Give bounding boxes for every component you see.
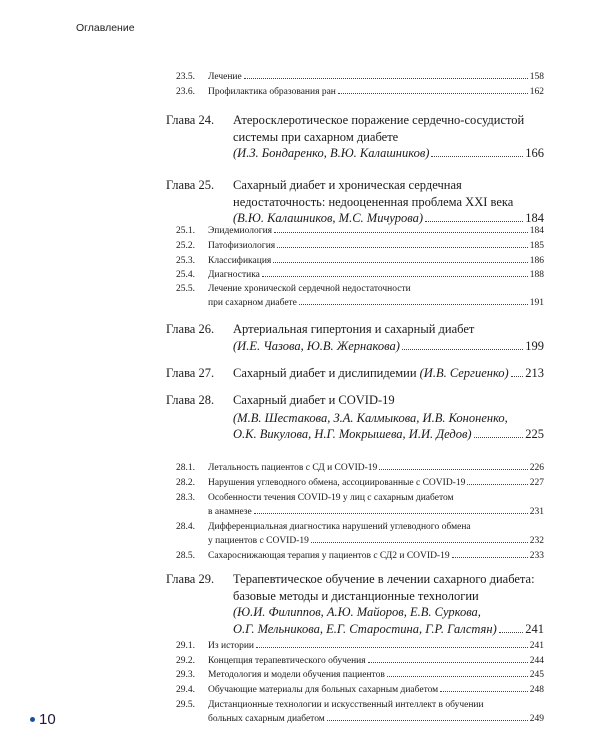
section-title: Нарушения углеводного обмена, ассоциированные с COVID-19 [208,478,466,488]
dot-leader [474,437,524,438]
toc-section-line [176,72,544,82]
chapter-title: Артериальная гипертония и сахарный диабет [233,322,475,336]
toc-section-line [176,463,544,473]
chapter-authors: (В.Ю. Калашников, М.С. Мичурова) [233,211,424,225]
chapter-authors: (И.Е. Чазова, Ю.В. Жернакова) [233,339,400,353]
chapter-number: Глава 27. [166,366,215,380]
section-number: 28.1. [176,463,195,473]
toc-chapter-line [166,393,544,408]
toc-section-line [176,478,544,488]
dot-leader [499,632,524,633]
section-number: 25.5. [176,284,195,294]
chapter-number: Глава 24. [166,113,215,127]
toc-section-line [176,670,544,680]
toc-chapter-line [233,622,544,637]
section-title: Из истории [208,641,254,651]
section-title: Концепция терапевтического обучения [208,656,366,666]
running-header: Оглавление [76,22,135,34]
dot-leader [440,691,528,692]
page-ref: 227 [529,478,544,488]
toc-chapter-line [233,411,544,426]
chapter-authors: (Ю.И. Филиппов, А.Ю. Майоров, Е.В. Суркова, [233,605,481,619]
section-title: Лечение хронической сердечной недостаточности [208,284,411,294]
toc-section-line [176,284,544,294]
dot-leader [431,156,523,157]
page-ref: 185 [529,241,544,251]
dot-leader [368,662,528,663]
section-title: у пациентов с COVID-19 [208,536,309,546]
toc-chapter-line [233,605,544,620]
page-ref: 158 [529,72,544,82]
section-title: Эпидемиология [208,226,273,236]
page-ref: 186 [529,256,544,266]
page-number: 10 [39,711,56,728]
toc-section-line [208,536,544,546]
dot-leader [511,376,524,377]
toc-chapter-line [233,427,544,442]
page-ref: 245 [529,670,544,680]
chapter-title: системы при сахарном диабете [233,130,399,144]
page-ref: 249 [529,714,544,724]
bullet-icon [30,717,35,722]
page-ref: 199 [525,339,544,353]
chapter-authors: (М.В. Шестакова, З.А. Калмыкова, И.В. Кононенко, [233,411,508,425]
chapter-number: Глава 29. [166,572,215,586]
page-ref: 184 [529,226,544,236]
chapter-authors: (И.З. Бондаренко, В.Ю. Калашников) [233,146,430,160]
section-number: 23.6. [176,87,195,97]
page-ref: 225 [525,427,544,441]
page-footer [30,711,56,728]
dot-leader [338,93,528,94]
chapter-title: Сахарный диабет и хроническая сердечная [233,178,462,192]
toc-section-line [176,685,544,695]
chapter-authors: (И.В. Сергиенко) [419,366,509,380]
toc-chapter-line [233,195,544,210]
section-number: 28.2. [176,478,195,488]
section-title: Сахароснижающая терапия у пациентов с СД2 и COVID-19 [208,551,450,561]
section-number: 29.2. [176,656,195,666]
section-number: 28.4. [176,522,195,532]
toc-section-line [208,507,544,517]
toc-section-line [176,700,544,710]
toc-section-line [176,493,544,503]
dot-leader [327,720,528,721]
chapter-title: недостаточность: недооцененная проблема XXI века [233,195,514,209]
toc-section-line [208,714,544,724]
page-ref: 226 [529,463,544,473]
chapter-number: Глава 28. [166,393,215,407]
toc-section-line [176,87,544,97]
section-title: в анамнезе [208,507,252,517]
toc-section-line [176,522,544,532]
page-ref: 231 [529,507,544,517]
toc-chapter-line [233,339,544,354]
dot-leader [262,276,528,277]
toc-chapter-line [166,366,544,381]
section-number: 29.3. [176,670,195,680]
chapter-title: Атеросклеротическое поражение сердечно-сосудистой [233,113,525,127]
chapter-number: Глава 26. [166,322,215,336]
section-title: Патофизиология [208,241,276,251]
dot-leader [452,557,528,558]
toc-chapter-line [233,146,544,161]
chapter-title: Сахарный диабет и COVID-19 [233,393,395,407]
dot-leader [299,304,528,305]
dot-leader [277,247,528,248]
section-title: при сахарном диабете [208,298,297,308]
toc-section-line [176,256,544,266]
chapter-title: Сахарный диабет и дислипидемии [233,366,417,380]
toc-chapter-line [166,178,544,193]
section-number: 29.4. [176,685,195,695]
page-ref: 241 [529,641,544,651]
section-title: Диагностика [208,270,260,280]
section-title: Лечение [208,72,242,82]
toc-section-line [176,656,544,666]
section-title: Летальность пациентов с СД и COVID-19 [208,463,378,473]
section-number: 23.5. [176,72,195,82]
toc-section-line [208,298,544,308]
page-ref: 191 [529,298,544,308]
page-ref: 248 [529,685,544,695]
section-number: 29.5. [176,700,195,710]
section-title: Классификация [208,256,272,266]
toc-chapter-line [233,589,544,604]
toc-chapter-line [166,113,544,128]
toc-chapter-line [166,572,544,587]
chapter-title: базовые методы и дистанционные технологии [233,589,479,603]
page-ref: 213 [525,366,544,380]
dot-leader [256,647,528,648]
chapter-authors: О.К. Викулова, Н.Г. Мокрышева, И.И. Дедов) [233,427,472,441]
dot-leader [387,676,528,677]
page-ref: 241 [525,622,544,636]
toc-section-line [176,551,544,561]
dot-leader [425,221,523,222]
section-number: 29.1. [176,641,195,651]
page-ref: 233 [529,551,544,561]
section-number: 25.2. [176,241,195,251]
toc-section-line [176,270,544,280]
dot-leader [311,542,528,543]
toc-section-line [176,241,544,251]
section-title: Дистанционные технологии и искусственный интеллект в обучении [208,700,484,710]
page-ref: 184 [525,211,544,225]
toc-chapter-line [233,211,544,226]
toc-section-line [176,226,544,236]
dot-leader [467,484,527,485]
toc-chapter-line [166,322,544,337]
page-ref: 244 [529,656,544,666]
toc-chapter-line [233,130,544,145]
dot-leader [254,513,528,514]
section-number: 25.3. [176,256,195,266]
section-number: 25.4. [176,270,195,280]
chapter-title: Терапевтическое обучение в лечении сахарного диабета: [233,572,535,586]
section-title: Методология и модели обучения пациентов [208,670,385,680]
dot-leader [273,262,527,263]
dot-leader [274,232,528,233]
dot-leader [244,78,528,79]
section-title: Дифференциальная диагностика нарушений углеводного обмена [208,522,471,532]
section-title: Особенности течения COVID-19 у лиц с сахарным диабетом [208,493,454,503]
page-ref: 188 [529,270,544,280]
dot-leader [379,469,527,470]
page-ref: 166 [525,146,544,160]
section-number: 25.1. [176,226,195,236]
dot-leader [402,349,523,350]
chapter-number: Глава 25. [166,178,215,192]
section-number: 28.5. [176,551,195,561]
toc-section-line [176,641,544,651]
page-ref: 162 [529,87,544,97]
section-title: больных сахарным диабетом [208,714,325,724]
chapter-authors: О.Г. Мельникова, Е.Г. Старостина, Г.Р. Галстян) [233,622,497,636]
section-title: Обучающие материалы для больных сахарным диабетом [208,685,439,695]
page-ref: 232 [529,536,544,546]
section-title: Профилактика образования ран [208,87,336,97]
section-number: 28.3. [176,493,195,503]
